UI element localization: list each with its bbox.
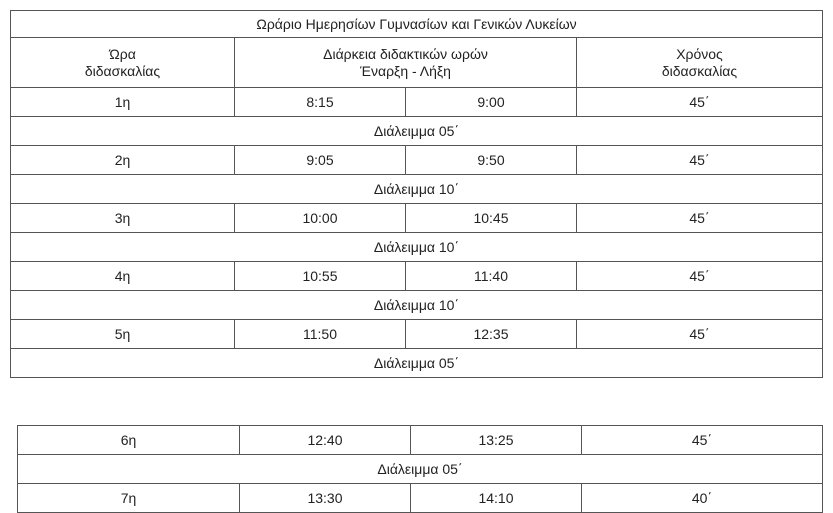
header-hour-line-2: διδασκαλίας	[84, 62, 161, 79]
header-duration-line-1: Διάρκεια διδακτικών ωρών	[323, 45, 488, 62]
period-number: 6η	[18, 426, 240, 455]
period-row	[11, 262, 823, 291]
period-start: 8:15	[235, 88, 406, 117]
period-start: 12:40	[240, 426, 411, 455]
period-row	[11, 204, 823, 233]
period-length: 45΄	[582, 426, 823, 455]
period-length: 45΄	[577, 204, 823, 233]
period-end: 14:10	[411, 484, 582, 513]
period-end: 13:25	[411, 426, 582, 455]
break-label: Διάλειμμα 05΄	[11, 349, 823, 378]
period-row	[18, 484, 823, 513]
period-end: 10:45	[406, 204, 577, 233]
header-time-line-1: Χρόνος	[676, 45, 723, 62]
header-hour-line-1: Ώρα	[109, 45, 136, 62]
period-number: 3η	[11, 204, 235, 233]
period-row	[11, 88, 823, 117]
header-duration	[235, 38, 577, 88]
period-row	[11, 320, 823, 349]
break-label: Διάλειμμα 05΄	[11, 117, 823, 146]
break-label: Διάλειμμα 10΄	[11, 291, 823, 320]
period-end: 12:35	[406, 320, 577, 349]
period-end: 9:50	[406, 146, 577, 175]
period-row	[11, 146, 823, 175]
break-label: Διάλειμμα 05΄	[18, 455, 823, 484]
table-header-row	[11, 38, 823, 88]
period-row	[18, 426, 823, 455]
break-row	[11, 291, 823, 320]
break-row	[11, 349, 823, 378]
period-number: 7η	[18, 484, 240, 513]
period-end: 9:00	[406, 88, 577, 117]
table-title: Ωράριο Ημερησίων Γυμνασίων και Γενικών Λυκείων	[11, 11, 823, 38]
break-row	[11, 175, 823, 204]
header-time-line-2: διδασκαλίας	[661, 62, 738, 79]
break-label: Διάλειμμα 10΄	[11, 175, 823, 204]
schedule-table-main	[10, 10, 823, 378]
header-duration-line-2: Έναρξη - Λήξη	[360, 62, 451, 79]
period-start: 10:00	[235, 204, 406, 233]
period-length: 40΄	[582, 484, 823, 513]
period-end: 11:40	[406, 262, 577, 291]
schedule-table-extra	[17, 425, 823, 513]
period-number: 4η	[11, 262, 235, 291]
period-length: 45΄	[577, 146, 823, 175]
break-row	[11, 117, 823, 146]
period-number: 1η	[11, 88, 235, 117]
period-length: 45΄	[577, 262, 823, 291]
period-start: 10:55	[235, 262, 406, 291]
period-start: 11:50	[235, 320, 406, 349]
period-length: 45΄	[577, 88, 823, 117]
period-number: 5η	[11, 320, 235, 349]
header-hour	[11, 38, 235, 88]
period-start: 13:30	[240, 484, 411, 513]
header-time	[577, 38, 823, 88]
period-length: 45΄	[577, 320, 823, 349]
break-row	[11, 233, 823, 262]
break-row	[18, 455, 823, 484]
period-number: 2η	[11, 146, 235, 175]
break-label: Διάλειμμα 10΄	[11, 233, 823, 262]
period-start: 9:05	[235, 146, 406, 175]
table-title-row	[11, 11, 823, 38]
